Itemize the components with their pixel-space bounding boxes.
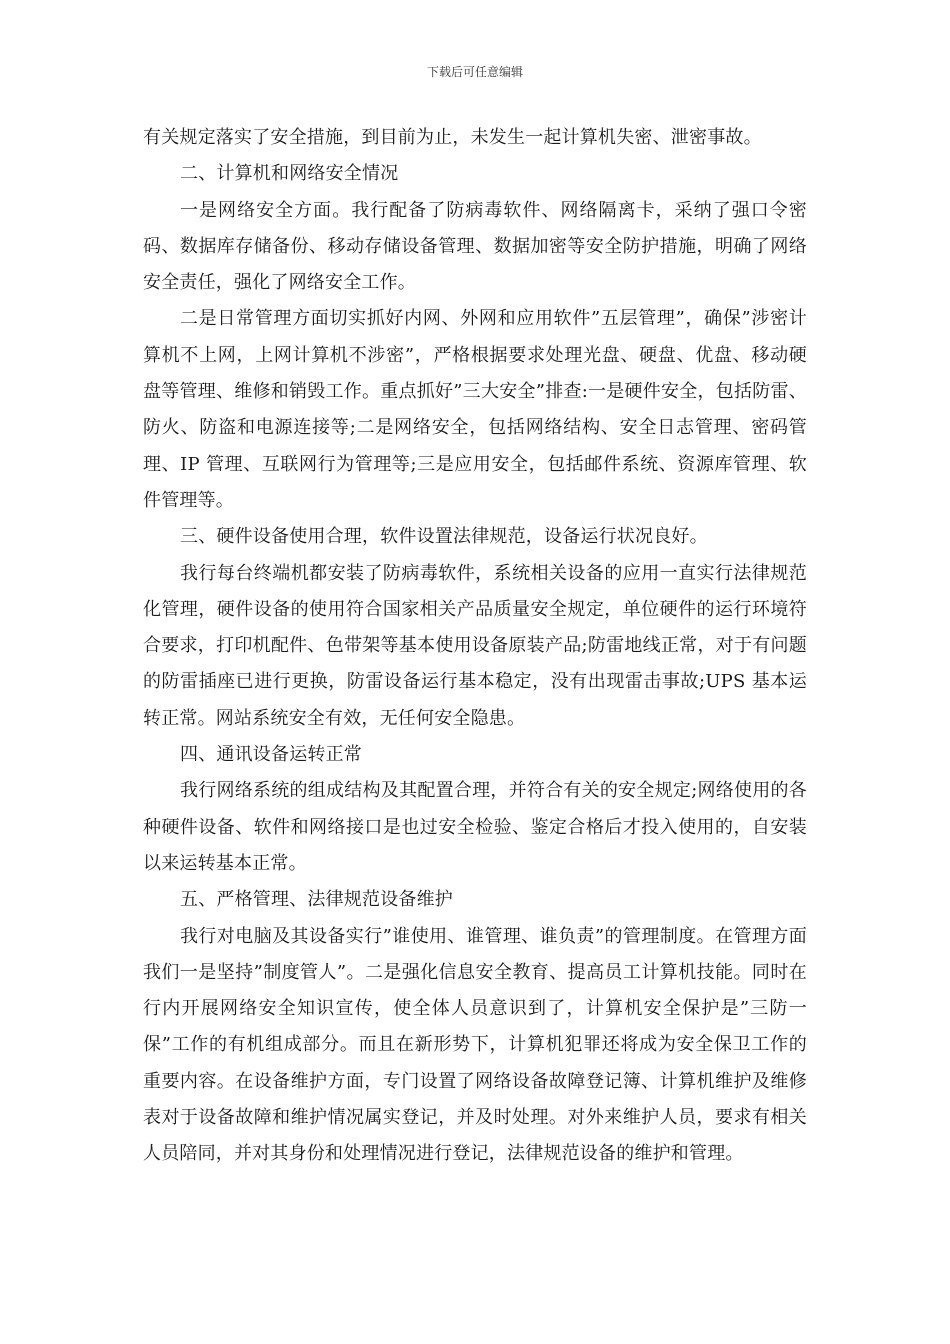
paragraph-network-security: 一是网络安全方面。我行配备了防病毒软件、网络隔离卡，采纳了强口令密码、数据库存储备份、移动存储设备管理、数据加密等安全防护措施，明确了网络安全责任，强化了网络安全工作。 [143, 199, 807, 294]
paragraph-hardware: 我行每台终端机都安装了防病毒软件，系统相关设备的应用一直实行法律规范化管理，硬件设备的使用符合国家相关产品质量安全规定，单位硬件的运行环境符合要求，打印机配件、色带架等基本使用设备原装产品;防雷地线正常，对于有问题的防雷插座已进行更换，防雷设备运行基本稳定，没有出现雷击事故;UPS 基本运转正常。网站系统安全有效，无任何安全隐患。 [143, 562, 807, 729]
paragraph-continuation: 有关规定落实了安全措施，到目前为止，未发生一起计算机失密、泄密事故。 [143, 127, 762, 148]
paragraph-maintenance: 我行对电脑及其设备实行”谁使用、谁管理、谁负责”的管理制度。在管理方面我们一是坚持”制度管人”。二是强化信息安全教育、提高员工计算机技能。同时在行内开展网络安全知识宣传，使全体人员意识到了，计算机安全保护是”三防一保”工作的有机组成部分。而且在新形势下，计算机犯罪还将成为安全保卫工作的重要内容。在设备维护方面，专门设置了网络设备故障登记簿、计算机维护及维修表对于设备故障和维护情况属实登记，并及时处理。对外来维护人员，要求有相关人员陪同，并对其身份和处理情况进行登记，法律规范设备的维护和管理。 [143, 925, 807, 1165]
document-body [143, 120, 807, 1173]
section-heading-5: 五、严格管理、法律规范设备维护 [180, 889, 453, 911]
section-heading-3: 三、硬件设备使用合理，软件设置法律规范，设备运行状况良好。 [180, 526, 708, 548]
paragraph-daily-management: 二是日常管理方面切实抓好内网、外网和应用软件”五层管理”，确保”涉密计算机不上网，上网计算机不涉密”，严格根据要求处理光盘、硬盘、优盘、移动硬盘等管理、维修和销毁工作。重点抓好”三大安全”排查:一是硬件安全，包括防雷、防火、防盗和电源连接等;二是网络安全，包括网络结构、安全日志管理、密码管理、IP 管理、互联网行为管理等;三是应用安全，包括邮件系统、资源库管理、软件管理等。 [143, 308, 807, 511]
paragraph-communication: 我行网络系统的组成结构及其配置合理，并符合有关的安全规定;网络使用的各种硬件设备、软件和网络接口是也过安全检验、鉴定合格后才投入使用的，自安装以来运转基本正常。 [143, 780, 807, 874]
section-heading-4: 四、通讯设备运转正常 [180, 744, 362, 766]
page-header-note: 下载后可任意编辑 [426, 65, 523, 79]
section-heading-2: 二、计算机和网络安全情况 [180, 163, 399, 185]
